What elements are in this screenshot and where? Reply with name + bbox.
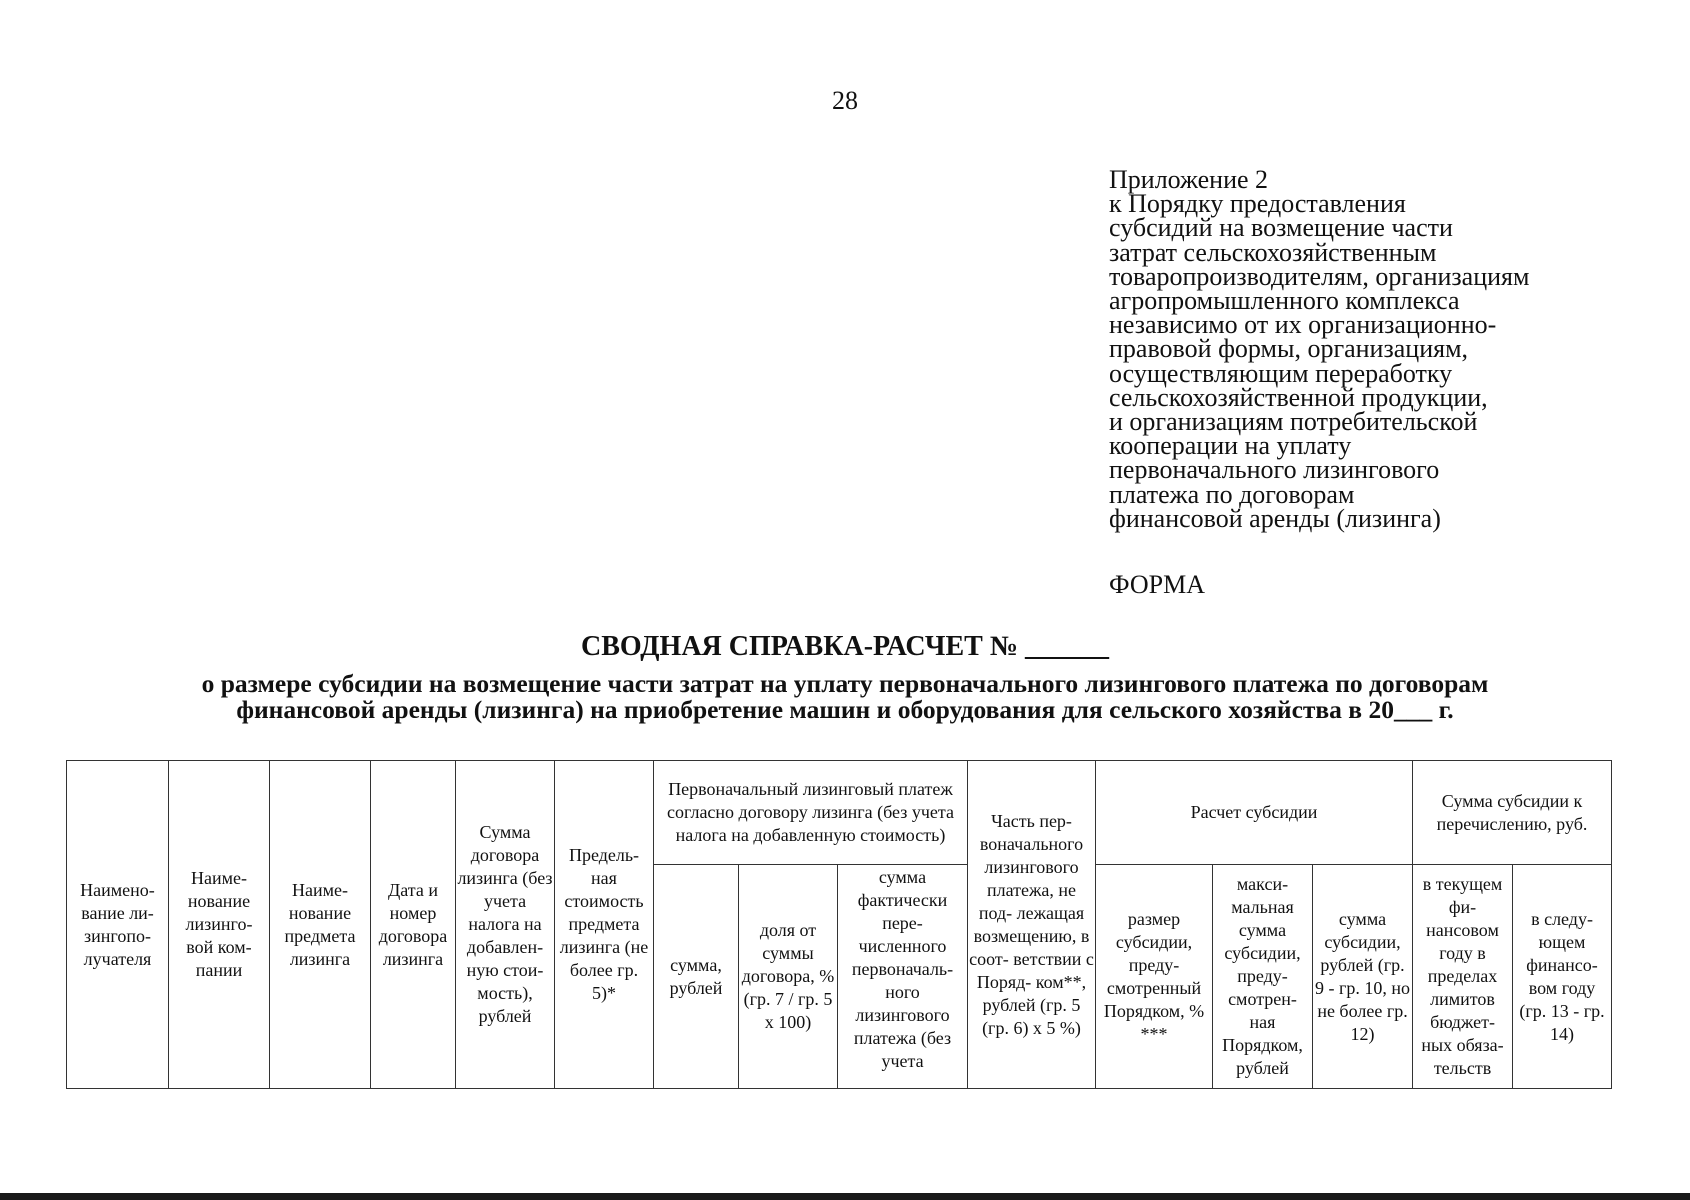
subtitle-line-1: о размере субсидии на возмещение части затрат на уплату первоначального лизингового платежа по договорам — [201, 669, 1489, 698]
appendix-line: кооперации на уплату — [1109, 431, 1352, 461]
appendix-line: и организациям потребительской — [1109, 407, 1478, 437]
header-payment-sum: сумма, рублей — [654, 865, 739, 1089]
form-label: ФОРМА — [1109, 570, 1205, 599]
appendix-line: правовой формы, организациям, — [1109, 334, 1469, 364]
header-payment-actual — [838, 865, 968, 1089]
header-contract-date-number: Дата и номер договора лизинга — [371, 761, 456, 1089]
document-subtitle — [0, 671, 1690, 723]
appendix-line: независимо от их организационно- — [1109, 310, 1497, 340]
appendix-header — [1109, 165, 1669, 533]
page-number: 28 — [832, 86, 858, 115]
appendix-line: осуществляющим переработку — [1109, 358, 1453, 388]
header-subsidy-sum: сумма субсидии, рублей (гр. 9 - гр. 10, но не более гр. 12) — [1313, 865, 1413, 1089]
appendix-line: агропромышленного комплекса — [1109, 286, 1460, 316]
appendix-line: Приложение 2 — [1109, 165, 1269, 194]
appendix-line: платежа по договорам — [1109, 479, 1355, 509]
header-payment-actual-text: сумма фактически пере- численного первоначаль- ного лизингового платежа (без учета — [851, 866, 954, 1071]
appendix-line: финансовой аренды (лизинга) — [1109, 503, 1441, 533]
header-max-cost: Предель- ная стоимость предмета лизинга (не более гр. 5)* — [555, 761, 654, 1089]
header-leasing-subject: Наиме- нование предмета лизинга — [270, 761, 371, 1089]
header-max-subsidy: макси- мальная сумма субсидии, преду- смотрен- ная Порядком, рублей — [1213, 865, 1313, 1089]
document-title: СВОДНАЯ СПРАВКА-РАСЧЕТ № ______ — [581, 631, 1109, 662]
appendix-line: первоначального лизингового — [1109, 455, 1440, 485]
header-non-reimbursable-part: Часть пер- воначального лизингового платежа, не под- лежащая возмещению, в соот- ветствии с Поряд- ком**, рублей (гр. 5 (гр. 6) х 5 %) — [968, 761, 1096, 1089]
header-group-subsidy-transfer: Сумма субсидии к перечислению, руб. — [1413, 761, 1612, 865]
appendix-line: субсидий на возмещение части — [1109, 213, 1453, 243]
header-leasing-company: Наиме- нование лизинго- вой ком- пании — [169, 761, 270, 1089]
scan-bottom-edge — [0, 1193, 1690, 1200]
table-header-row — [67, 761, 1612, 865]
header-payment-share: доля от суммы договора, % (гр. 7 / гр. 5 х 100) — [739, 865, 838, 1089]
header-next-year: в следу- ющем финансо- вом году (гр. 13 - гр. 14) — [1513, 865, 1612, 1089]
header-current-year: в текущем фи- нансовом году в пределах лимитов бюджет- ных обяза- тельств — [1413, 865, 1513, 1089]
header-lessee-name: Наимено- вание ли- зингопо- лучателя — [67, 761, 169, 1089]
appendix-line: сельскохозяйственной продукции, — [1109, 382, 1488, 412]
appendix-line: затрат сельскохозяйственным — [1109, 237, 1437, 267]
header-group-subsidy-calc: Расчет субсидии — [1096, 761, 1413, 865]
appendix-line: к Порядку предоставления — [1109, 189, 1406, 219]
appendix-line: товаропроизводителям, организациям — [1109, 261, 1530, 291]
header-subsidy-rate: размер субсидии, преду- смотренный Порядком, % *** — [1096, 865, 1213, 1089]
header-group-initial-payment: Первоначальный лизинговый платеж согласно договору лизинга (без учета налога на добавленную стоимость) — [654, 761, 968, 865]
summary-table — [66, 760, 1612, 1089]
subtitle-line-2: финансовой аренды (лизинга) на приобретение машин и оборудования для сельского хозяйства в 20___ г. — [236, 695, 1454, 724]
header-contract-sum: Сумма договора лизинга (без учета налога на добавлен- ную стои- мость), рублей — [456, 761, 555, 1089]
